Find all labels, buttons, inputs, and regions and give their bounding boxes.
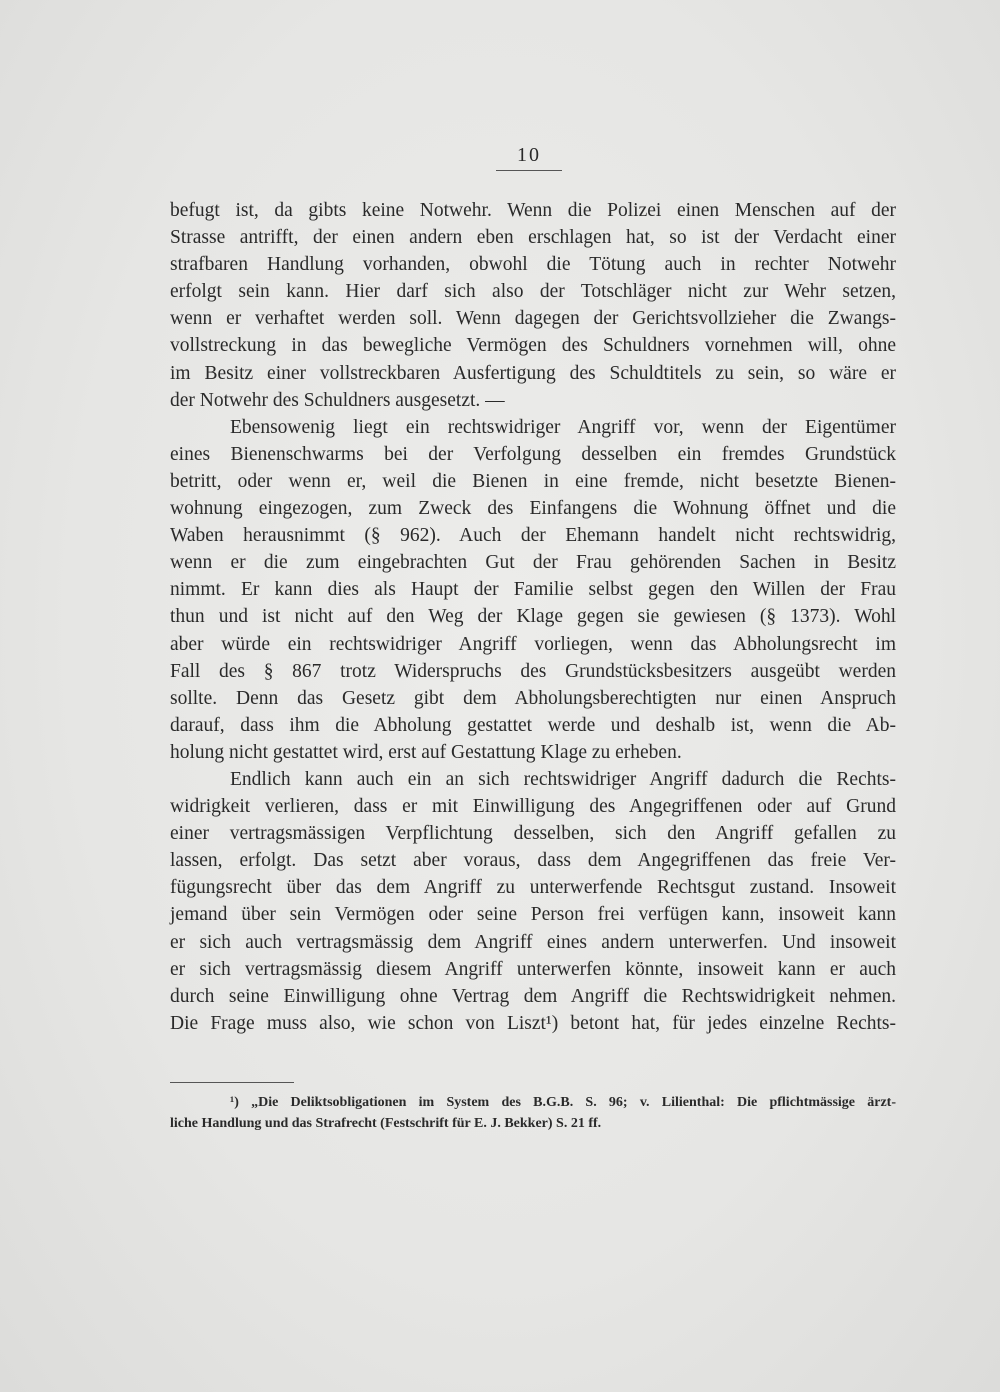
paragraph-1	[170, 197, 896, 414]
text-line: widrigkeit verlieren, dass er mit Einwilligung des Angegriffenen oder auf Grund	[170, 796, 896, 818]
text-line: vollstreckung in das bewegliche Vermögen des Schuldners vornehmen will, ohne	[170, 335, 896, 357]
text-line: er sich auch vertragsmässig dem Angriff eines andern unterwerfen. Und insoweit	[170, 931, 896, 953]
text-line: wohnung eingezogen, zum Zweck des Einfangens die Wohnung öffnet und die	[170, 498, 896, 520]
footnote-divider	[170, 1082, 294, 1083]
page-number: 10	[496, 143, 562, 171]
text-line: Strasse antrifft, der einen andern eben erschlagen hat, so ist der Verdacht einer	[170, 227, 896, 249]
body-text	[170, 197, 896, 1037]
text-line: lassen, erfolgt. Das setzt aber voraus, dass dem Angegriffenen das freie Ver-	[170, 850, 896, 872]
text-line: darauf, dass ihm die Abholung gestattet werde und deshalb ist, wenn die Ab-	[170, 714, 896, 736]
text-line: aber würde ein rechtswidriger Angriff vorliegen, wenn das Abholungsrecht im	[170, 633, 896, 655]
text-line: er sich vertragsmässig diesem Angriff unterwerfen könnte, insoweit kann er auch	[170, 958, 896, 980]
text-line: im Besitz einer vollstreckbaren Ausfertigung des Schuldtitels zu sein, so wäre er	[170, 362, 896, 384]
text-line: nimmt. Er kann dies als Haupt der Familie selbst gegen den Willen der Frau	[170, 579, 896, 601]
text-line: thun und ist nicht auf den Weg der Klage gegen sie gewiesen (§ 1373). Wohl	[170, 606, 896, 628]
text-line: wenn er die zum eingebrachten Gut der Frau gehörenden Sachen in Besitz	[170, 552, 896, 574]
footnote	[170, 1092, 896, 1134]
text-line: eines Bienenschwarms bei der Verfolgung desselben ein fremdes Grundstück	[170, 443, 896, 465]
paragraph-2	[170, 414, 896, 766]
footnote-line: liche Handlung und das Strafrecht (Festschrift für E. J. Bekker) S. 21 ff.	[170, 1116, 602, 1131]
text-line: Waben herausnimmt (§ 962). Auch der Ehemann handelt nicht rechtswidrig,	[170, 525, 896, 547]
text-line: Endlich kann auch ein an sich rechtswidriger Angriff dadurch die Rechts-	[230, 768, 896, 790]
text-line: fügungsrecht über das dem Angriff zu unterwerfende Rechtsgut zustand. Insoweit	[170, 877, 896, 899]
footnote-line: ¹) „Die Deliktsobligationen im System des B.G.B. S. 96; v. Lilienthal: Die pflichtmässige ärzt-	[230, 1095, 896, 1110]
text-line: erfolgt sein kann. Hier darf sich also der Totschläger nicht zur Wehr setzen,	[170, 281, 896, 303]
text-line: sollte. Denn das Gesetz gibt dem Abholungsberechtigten nur einen Anspruch	[170, 687, 896, 709]
text-line: Die Frage muss also, wie schon von Liszt¹) betont hat, für jedes einzelne Rechts-	[170, 1012, 896, 1034]
text-line: strafbaren Handlung vorhanden, obwohl die Tötung auch in rechter Notwehr	[170, 254, 896, 276]
text-line: der Notwehr des Schuldners ausgesetzt. —	[170, 389, 505, 411]
text-line: durch seine Einwilligung ohne Vertrag dem Angriff die Rechtswidrigkeit nehmen.	[170, 985, 896, 1007]
text-line: holung nicht gestattet wird, erst auf Gestattung Klage zu erheben.	[170, 741, 682, 763]
text-line: betritt, oder wenn er, weil die Bienen in eine fremde, nicht besetzte Bienen-	[170, 470, 896, 492]
text-line: befugt ist, da gibts keine Notwehr. Wenn die Polizei einen Menschen auf der	[170, 200, 896, 221]
text-line: wenn er verhaftet werden soll. Wenn dagegen der Gerichtsvollzieher die Zwangs-	[170, 308, 896, 330]
text-line: jemand über sein Vermögen oder seine Person frei verfügen kann, insoweit kann	[170, 904, 896, 926]
text-line: Fall des § 867 trotz Widerspruchs des Grundstücksbesitzers ausgeübt werden	[170, 660, 896, 682]
text-line: Ebensowenig liegt ein rechtswidriger Angriff vor, wenn der Eigentümer	[230, 416, 896, 438]
text-line: einer vertragsmässigen Verpflichtung desselben, sich den Angriff gefallen zu	[170, 823, 896, 845]
paragraph-3	[170, 766, 896, 1037]
